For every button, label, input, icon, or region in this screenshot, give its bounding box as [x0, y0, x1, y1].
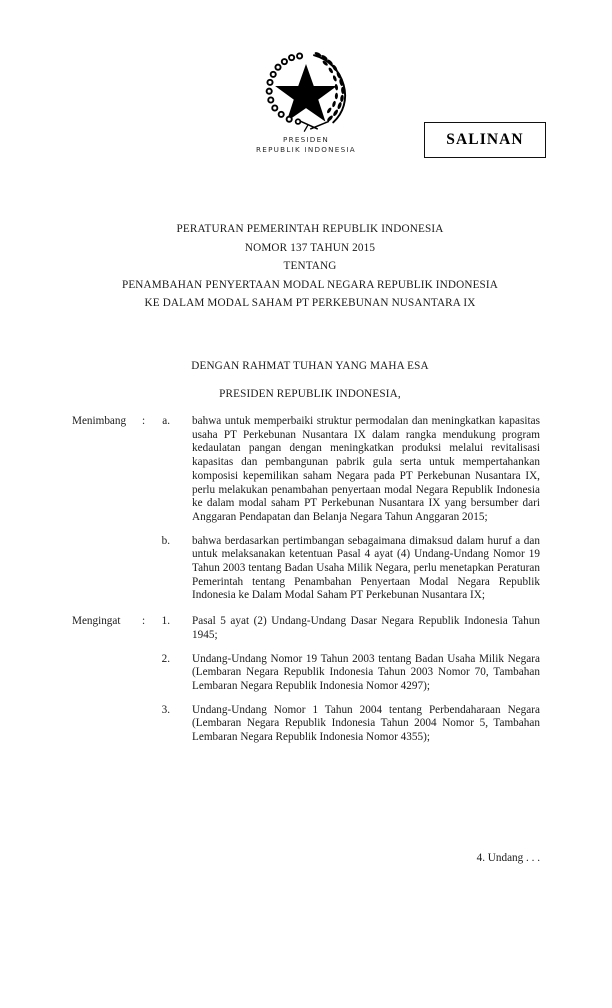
clause-item-mengingat-3: [0, 704, 612, 745]
indonesia-presidential-star-wreath-emblem: [258, 48, 354, 132]
clause-text-menimbang-b: bahwa berdasarkan pertimbangan sebagaimana dimaksud dalam huruf a dan untuk melaksanakan ketentuan Pasal 4 ayat (4) Undang-Undang Nomor 19 Tahun 2003 tentang Badan Usaha Milik Negara, perlu menetapkan Peraturan Pemerintah tentang Penambahan Penyertaan Modal Negara Republik Indonesia ke Dalam Modal Saham PT Perkebunan Nusantara IX;: [192, 534, 540, 602]
preamble-authority: PRESIDEN REPUBLIK INDONESIA,: [219, 388, 401, 400]
clause-item-mengingat-2: [0, 653, 612, 694]
clause-item-menimbang-a: [0, 415, 612, 525]
title-line-about: TENTANG: [283, 260, 337, 273]
salinan-stamp-label: SALINAN: [446, 131, 524, 148]
clause-text-menimbang-a: bahwa untuk memperbaiki struktur permodalan dan meningkatkan kapasitas usaha PT Perkebunan Nusantara IX dalam rangka mendukung program kedaulatan pangan dengan meningkatkan produksi melalui revitalisasi kapasitas dan pembangunan pabrik gula serta untuk mempertahankan komposisi kepemilikan saham Negara pada PT Perkebunan Nusantara IX, perlu melakukan penambahan penyertaan modal Negara Republik Indonesia ke dalam modal saham PT Perkebunan Nusantara IX yang bersumber dari Anggaran Pendapatan dan Belanja Negara Tahun Anggaran 2015;: [192, 415, 540, 523]
preamble-spacer: [36, 373, 584, 387]
clause-label-mengingat: Mengingat: [72, 615, 121, 628]
clause-marker-3: 3.: [161, 703, 170, 716]
document-header: [0, 48, 612, 173]
clause-menimbang: [0, 415, 612, 603]
clause-marker-1: 1.: [161, 615, 170, 628]
clause-text-mengingat-3: Undang-Undang Nomor 1 Tahun 2004 tentang Perbendaharaan Negara (Lembaran Negara Republik Indonesia Tahun 2004 Nomor 5, Tambahan Lembaran Negara Republik Indonesia Nomor 4355);: [192, 703, 540, 744]
page-catchword: 4. Undang . . .: [476, 852, 540, 864]
clause-marker-b: b.: [161, 534, 170, 547]
clause-colon-mengingat: :: [142, 615, 146, 628]
clause-colon-menimbang: :: [142, 415, 146, 427]
clause-label-menimbang: Menimbang: [72, 415, 127, 427]
document-title-block: [36, 220, 584, 313]
document-body: [0, 415, 612, 755]
title-line-subject-2: KE DALAM MODAL SAHAM PT PERKEBUNAN NUSANTARA IX: [144, 297, 476, 310]
preamble-invocation: DENGAN RAHMAT TUHAN YANG MAHA ESA: [191, 360, 429, 372]
clause-mengingat: [0, 615, 612, 745]
clause-text-mengingat-2: Undang-Undang Nomor 19 Tahun 2003 tentang Badan Usaha Milik Negara (Lembaran Negara Republik Indonesia Tahun 2003 Nomor 70, Tambahan Lembaran Negara Republik Indonesia Nomor 4297);: [192, 652, 540, 692]
salinan-stamp: [424, 122, 546, 158]
clause-text-mengingat-1: Pasal 5 ayat (2) Undang-Undang Dasar Negara Republik Indonesia Tahun 1945;: [192, 615, 540, 641]
clause-item-menimbang-b: [0, 535, 612, 604]
title-line-subject-1: PENAMBAHAN PENYERTAAN MODAL NEGARA REPUBLIK INDONESIA: [121, 278, 499, 291]
document-preamble: [36, 359, 584, 401]
clause-marker-a: a.: [162, 415, 170, 427]
emblem-caption-line-1: PRESIDEN: [282, 135, 329, 144]
emblem-caption-line-2: REPUBLIK INDONESIA: [256, 144, 356, 154]
title-line-regulation: PERATURAN PEMERINTAH REPUBLIK INDONESIA: [176, 223, 444, 235]
clause-item-mengingat-1: [0, 615, 612, 642]
clause-marker-2: 2.: [161, 652, 170, 665]
title-line-number: NOMOR 137 TAHUN 2015: [244, 241, 376, 254]
